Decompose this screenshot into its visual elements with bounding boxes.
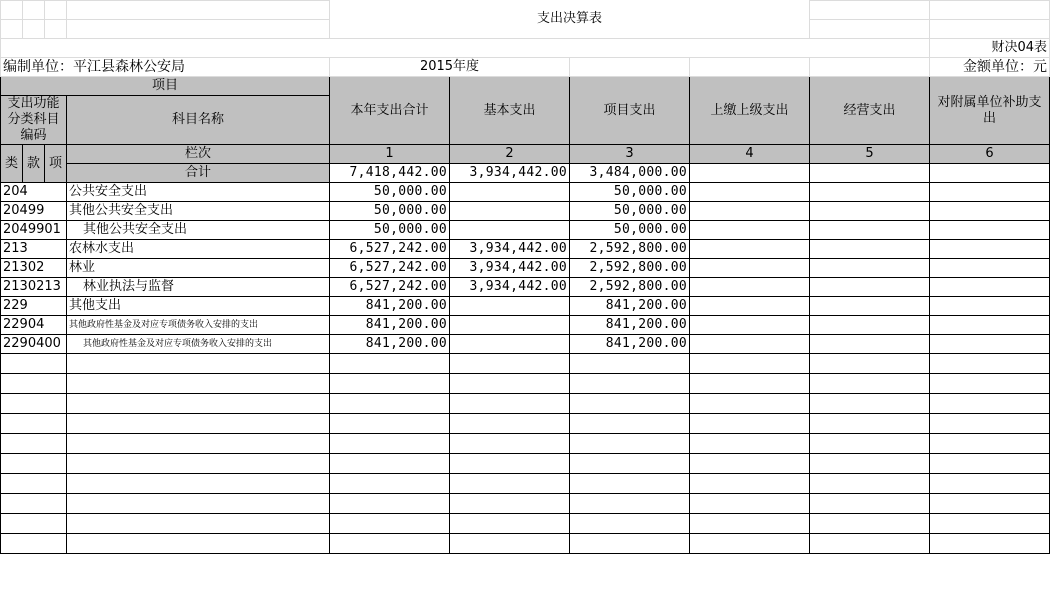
row-empty-cell[interactable] — [930, 202, 1050, 221]
col-header-3: 项目支出 — [570, 77, 690, 145]
empty-cell[interactable] — [1, 394, 67, 414]
row-c1[interactable]: 6,527,242.00 — [330, 278, 450, 297]
row-empty-cell[interactable] — [930, 221, 1050, 240]
empty-cell[interactable] — [67, 414, 330, 434]
row-c3[interactable]: 841,200.00 — [570, 297, 690, 316]
empty-cell[interactable] — [690, 394, 810, 414]
header-code-group: 支出功能分类科目编码 — [1, 96, 67, 145]
row-empty-cell[interactable] — [930, 278, 1050, 297]
row-empty-cell[interactable] — [690, 335, 810, 354]
col-no-3: 3 — [570, 145, 690, 164]
empty-cell[interactable] — [330, 394, 450, 414]
row-empty-cell[interactable] — [930, 297, 1050, 316]
empty-cell[interactable] — [67, 454, 330, 474]
empty-cell[interactable] — [1, 414, 67, 434]
empty-cell[interactable] — [810, 474, 930, 494]
row-empty-cell[interactable] — [930, 316, 1050, 335]
empty-cell[interactable] — [450, 514, 570, 534]
cell[interactable] — [690, 58, 810, 77]
empty-cell[interactable] — [330, 454, 450, 474]
empty-row — [1, 514, 1050, 534]
row-empty-cell[interactable] — [930, 240, 1050, 259]
col-no-4: 4 — [690, 145, 810, 164]
empty-cell[interactable] — [570, 354, 690, 374]
empty-cell[interactable] — [330, 434, 450, 454]
empty-cell[interactable] — [67, 534, 330, 554]
row-subject-name[interactable]: 其他公共安全支出 — [67, 202, 330, 221]
amount-unit: 金额单位：元 — [930, 58, 1050, 77]
row-code[interactable]: 204 — [1, 183, 67, 202]
empty-cell[interactable] — [570, 494, 690, 514]
row-c3[interactable]: 50,000.00 — [570, 202, 690, 221]
empty-cell[interactable] — [690, 414, 810, 434]
row-empty-cell[interactable] — [810, 259, 930, 278]
row-empty-cell[interactable] — [810, 221, 930, 240]
data-rows — [1, 183, 1050, 554]
header-project: 项目 — [1, 77, 330, 96]
row-code[interactable]: 20499 — [1, 202, 67, 221]
empty-cell[interactable] — [1, 354, 67, 374]
row-empty-cell[interactable] — [690, 259, 810, 278]
row-c3[interactable]: 50,000.00 — [570, 221, 690, 240]
empty-cell[interactable] — [690, 514, 810, 534]
row-c1[interactable]: 841,200.00 — [330, 316, 450, 335]
empty-cell[interactable] — [690, 434, 810, 454]
empty-cell[interactable] — [67, 494, 330, 514]
row-empty-cell[interactable] — [930, 183, 1050, 202]
row-c1[interactable]: 50,000.00 — [330, 183, 450, 202]
empty-cell[interactable] — [810, 354, 930, 374]
row-code[interactable]: 229 — [1, 297, 67, 316]
empty-cell[interactable] — [330, 374, 450, 394]
empty-cell[interactable] — [690, 474, 810, 494]
table-row — [1, 278, 1050, 297]
total-c6[interactable] — [930, 164, 1050, 183]
cell[interactable] — [23, 1, 45, 20]
empty-cell[interactable] — [1, 374, 67, 394]
empty-cell[interactable] — [690, 534, 810, 554]
empty-cell[interactable] — [450, 454, 570, 474]
empty-cell[interactable] — [570, 514, 690, 534]
empty-cell[interactable] — [930, 434, 1050, 454]
cell[interactable] — [930, 20, 1050, 39]
row-c1[interactable]: 841,200.00 — [330, 297, 450, 316]
row-c2[interactable] — [450, 202, 570, 221]
header-lanci: 栏次 — [67, 145, 330, 164]
empty-cell[interactable] — [570, 474, 690, 494]
cell[interactable] — [570, 58, 690, 77]
row-c3[interactable]: 841,200.00 — [570, 316, 690, 335]
row-subject-name[interactable]: 其他支出 — [67, 297, 330, 316]
row-c3[interactable]: 841,200.00 — [570, 335, 690, 354]
cell[interactable] — [930, 1, 1050, 20]
row-c3[interactable]: 2,592,800.00 — [570, 278, 690, 297]
row-c2[interactable] — [450, 221, 570, 240]
empty-cell[interactable] — [810, 514, 930, 534]
empty-cell[interactable] — [810, 534, 930, 554]
total-c4[interactable] — [690, 164, 810, 183]
form-number: 财决04表 — [930, 39, 1050, 58]
cell[interactable] — [1, 20, 23, 39]
empty-cell[interactable] — [930, 494, 1050, 514]
row-c2[interactable]: 3,934,442.00 — [450, 278, 570, 297]
total-c5[interactable] — [810, 164, 930, 183]
row-c3[interactable]: 2,592,800.00 — [570, 259, 690, 278]
empty-row — [1, 434, 1050, 454]
empty-cell[interactable] — [1, 434, 67, 454]
empty-cell[interactable] — [1, 494, 67, 514]
empty-cell[interactable] — [330, 534, 450, 554]
row-c2[interactable] — [450, 335, 570, 354]
empty-cell[interactable] — [570, 414, 690, 434]
row-empty-cell[interactable] — [810, 202, 930, 221]
row-c1[interactable]: 50,000.00 — [330, 202, 450, 221]
empty-cell[interactable] — [330, 494, 450, 514]
empty-cell[interactable] — [1, 514, 67, 534]
empty-cell[interactable] — [810, 394, 930, 414]
row-empty-cell[interactable] — [690, 278, 810, 297]
row-empty-cell[interactable] — [690, 183, 810, 202]
row-c2[interactable]: 3,934,442.00 — [450, 259, 570, 278]
fiscal-year: 2015年度 — [330, 58, 570, 77]
row-subject-name[interactable]: 林业 — [67, 259, 330, 278]
col-no-1: 1 — [330, 145, 450, 164]
row-c1[interactable]: 6,527,242.00 — [330, 240, 450, 259]
total-c3[interactable]: 3,484,000.00 — [570, 164, 690, 183]
row-code[interactable]: 2049901 — [1, 221, 67, 240]
empty-cell[interactable] — [570, 374, 690, 394]
table-row — [1, 259, 1050, 278]
table-row — [1, 335, 1050, 354]
row-empty-cell[interactable] — [690, 221, 810, 240]
empty-cell[interactable] — [450, 434, 570, 454]
empty-row — [1, 494, 1050, 514]
empty-row — [1, 414, 1050, 434]
empty-cell[interactable] — [1, 454, 67, 474]
empty-cell[interactable] — [330, 514, 450, 534]
row-empty-cell[interactable] — [690, 202, 810, 221]
empty-row — [1, 474, 1050, 494]
col-no-5: 5 — [810, 145, 930, 164]
cell[interactable] — [23, 20, 45, 39]
row-empty-cell[interactable] — [810, 183, 930, 202]
cell[interactable] — [67, 20, 330, 39]
cell[interactable] — [67, 1, 330, 20]
cell[interactable] — [1, 39, 930, 58]
header-xiang: 项 — [45, 145, 67, 183]
empty-cell[interactable] — [810, 454, 930, 474]
empty-cell[interactable] — [330, 414, 450, 434]
empty-cell[interactable] — [690, 374, 810, 394]
empty-cell[interactable] — [1, 534, 67, 554]
empty-row — [1, 374, 1050, 394]
row-empty-cell[interactable] — [810, 278, 930, 297]
empty-cell[interactable] — [810, 494, 930, 514]
table-row — [1, 316, 1050, 335]
row-c1[interactable]: 841,200.00 — [330, 335, 450, 354]
empty-row — [1, 394, 1050, 414]
row-code[interactable]: 22904 — [1, 316, 67, 335]
empty-cell[interactable] — [450, 374, 570, 394]
sheet-title: 支出决算表 — [537, 11, 603, 27]
col-no-2: 2 — [450, 145, 570, 164]
empty-cell[interactable] — [450, 354, 570, 374]
col-no-6: 6 — [930, 145, 1050, 164]
empty-row — [1, 354, 1050, 374]
empty-cell[interactable] — [450, 394, 570, 414]
row-c2[interactable] — [450, 316, 570, 335]
col-header-1: 本年支出合计 — [330, 77, 450, 145]
row-empty-cell[interactable] — [810, 316, 930, 335]
empty-cell[interactable] — [67, 514, 330, 534]
row-c2[interactable]: 3,934,442.00 — [450, 240, 570, 259]
empty-row — [1, 534, 1050, 554]
empty-cell[interactable] — [810, 374, 930, 394]
row-empty-cell[interactable] — [690, 297, 810, 316]
cell[interactable] — [810, 20, 930, 39]
empty-cell[interactable] — [570, 394, 690, 414]
table-row — [1, 202, 1050, 221]
empty-cell[interactable] — [450, 474, 570, 494]
table-row — [1, 297, 1050, 316]
row-subject-name[interactable]: 公共安全支出 — [67, 183, 330, 202]
total-c2[interactable]: 3,934,442.00 — [450, 164, 570, 183]
cell[interactable] — [810, 58, 930, 77]
empty-cell[interactable] — [690, 454, 810, 474]
empty-cell[interactable] — [330, 354, 450, 374]
empty-cell[interactable] — [930, 474, 1050, 494]
empty-cell[interactable] — [930, 374, 1050, 394]
col-header-2: 基本支出 — [450, 77, 570, 145]
total-label: 合计 — [67, 164, 330, 183]
header-kuan: 款 — [23, 145, 45, 183]
cell[interactable] — [45, 1, 67, 20]
empty-cell[interactable] — [1, 474, 67, 494]
row-c3[interactable]: 2,592,800.00 — [570, 240, 690, 259]
empty-cell[interactable] — [570, 534, 690, 554]
empty-cell[interactable] — [930, 354, 1050, 374]
empty-cell[interactable] — [810, 414, 930, 434]
row-c2[interactable] — [450, 297, 570, 316]
empty-cell[interactable] — [930, 514, 1050, 534]
empty-cell[interactable] — [67, 434, 330, 454]
compiling-unit: 编制单位：平江县森林公安局 — [1, 58, 330, 77]
row-c1[interactable]: 50,000.00 — [330, 221, 450, 240]
row-code[interactable]: 2130213 — [1, 278, 67, 297]
empty-cell[interactable] — [690, 494, 810, 514]
row-empty-cell[interactable] — [810, 297, 930, 316]
row-empty-cell[interactable] — [810, 335, 930, 354]
empty-cell[interactable] — [450, 534, 570, 554]
table-row — [1, 183, 1050, 202]
row-empty-cell[interactable] — [930, 335, 1050, 354]
empty-cell[interactable] — [930, 454, 1050, 474]
table-row — [1, 221, 1050, 240]
empty-cell[interactable] — [570, 434, 690, 454]
row-subject-name[interactable]: 林业执法与监督 — [67, 278, 330, 297]
empty-cell[interactable] — [450, 494, 570, 514]
empty-cell[interactable] — [570, 454, 690, 474]
header-lei: 类 — [1, 145, 23, 183]
row-empty-cell[interactable] — [690, 240, 810, 259]
row-subject-name[interactable]: 农林水支出 — [67, 240, 330, 259]
empty-cell[interactable] — [67, 374, 330, 394]
col-header-4: 上缴上级支出 — [690, 77, 810, 145]
row-empty-cell[interactable] — [690, 316, 810, 335]
row-c1[interactable]: 6,527,242.00 — [330, 259, 450, 278]
empty-cell[interactable] — [930, 534, 1050, 554]
total-c1[interactable]: 7,418,442.00 — [330, 164, 450, 183]
row-subject-name[interactable]: 其他政府性基金及对应专项债务收入安排的支出 — [67, 335, 330, 354]
empty-cell[interactable] — [67, 474, 330, 494]
empty-cell[interactable] — [67, 354, 330, 374]
cell[interactable] — [810, 1, 930, 20]
row-empty-cell[interactable] — [810, 240, 930, 259]
empty-cell[interactable] — [930, 414, 1050, 434]
empty-cell[interactable] — [330, 474, 450, 494]
header-subject-name: 科目名称 — [67, 96, 330, 145]
row-subject-name[interactable]: 其他政府性基金及对应专项债务收入安排的支出 — [67, 316, 330, 335]
col-header-5: 经营支出 — [810, 77, 930, 145]
empty-cell[interactable] — [450, 414, 570, 434]
empty-cell[interactable] — [690, 354, 810, 374]
empty-cell[interactable] — [930, 394, 1050, 414]
row-c3[interactable]: 50,000.00 — [570, 183, 690, 202]
row-code[interactable]: 213 — [1, 240, 67, 259]
row-code[interactable]: 2290400 — [1, 335, 67, 354]
empty-cell[interactable] — [810, 434, 930, 454]
row-c2[interactable] — [450, 183, 570, 202]
table-row — [1, 240, 1050, 259]
row-code[interactable]: 21302 — [1, 259, 67, 278]
row-empty-cell[interactable] — [930, 259, 1050, 278]
empty-cell[interactable] — [67, 394, 330, 414]
cell[interactable] — [1, 1, 23, 20]
col-header-6: 对附属单位补助支出 — [930, 77, 1050, 145]
cell[interactable] — [45, 20, 67, 39]
row-subject-name[interactable]: 其他公共安全支出 — [67, 221, 330, 240]
empty-row — [1, 454, 1050, 474]
